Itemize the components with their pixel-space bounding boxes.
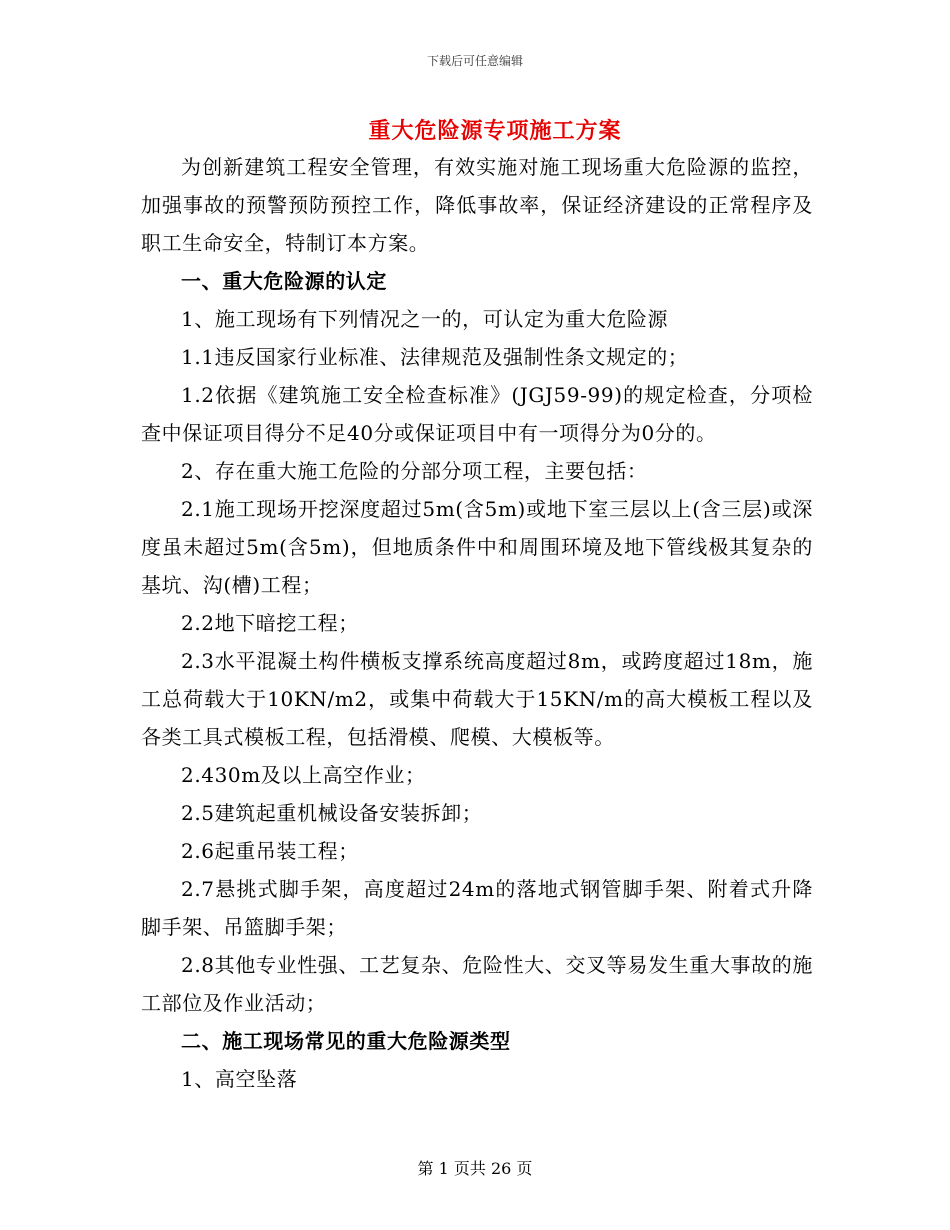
paragraph: 1.2依据《建筑施工安全检查标准》(JGJ59-99)的规定检查，分项检查中保证项目得分不足40分或保证项目中有一项得分为0分的。 (141, 383, 813, 445)
document-body (141, 148, 813, 1098)
paragraph: 2、存在重大施工危险的分部分项工程，主要包括： (181, 459, 648, 483)
document-title: 重大危险源专项施工方案 (368, 118, 622, 144)
intro-paragraph: 为创新建筑工程安全管理，有效实施对施工现场重大危险源的监控，加强事故的预警预防预控工作，降低事故率，保证经济建设的正常程序及职工生命安全，特制订本方案。 (141, 155, 813, 255)
paragraph: 2.3水平混凝土构件横板支撑系统高度超过8m，或跨度超过18m，施工总荷载大于10KN/m2，或集中荷载大于15KN/m的高大模板工程以及各类工具式模板工程，包括滑模、爬模、大模板等。 (141, 649, 813, 749)
paragraph: 1、施工现场有下列情况之一的，可认定为重大危险源 (181, 307, 669, 331)
paragraph: 1.1违反国家行业标准、法律规范及强制性条文规定的； (181, 345, 689, 369)
paragraph: 2.6起重吊装工程； (181, 839, 359, 863)
paragraph: 2.2地下暗挖工程； (181, 611, 359, 635)
section-heading-2: 二、施工现场常见的重大危险源类型 (181, 1029, 511, 1053)
header-note: 下载后可任意编辑 (426, 54, 523, 68)
page-number: 第 1 页共 26 页 (417, 1159, 533, 1178)
paragraph: 2.1施工现场开挖深度超过5m(含5m)或地下室三层以上(含三层)或深度虽未超过5m(含5m)，但地质条件中和周围环境及地下管线极其复杂的基坑、沟(槽)工程； (141, 497, 813, 597)
paragraph: 2.5建筑起重机械设备安装拆卸； (181, 801, 483, 825)
paragraph: 2.8其他专业性强、工艺复杂、危险性大、交叉等易发生重大事故的施工部位及作业活动； (141, 953, 813, 1015)
paragraph: 1、高空坠落 (181, 1067, 298, 1091)
section-heading-1: 一、重大危险源的认定 (181, 269, 387, 293)
paragraph: 2.430m及以上高空作业； (181, 763, 426, 787)
paragraph: 2.7悬挑式脚手架，高度超过24m的落地式钢管脚手架、附着式升降脚手架、吊篮脚手架； (141, 877, 813, 939)
